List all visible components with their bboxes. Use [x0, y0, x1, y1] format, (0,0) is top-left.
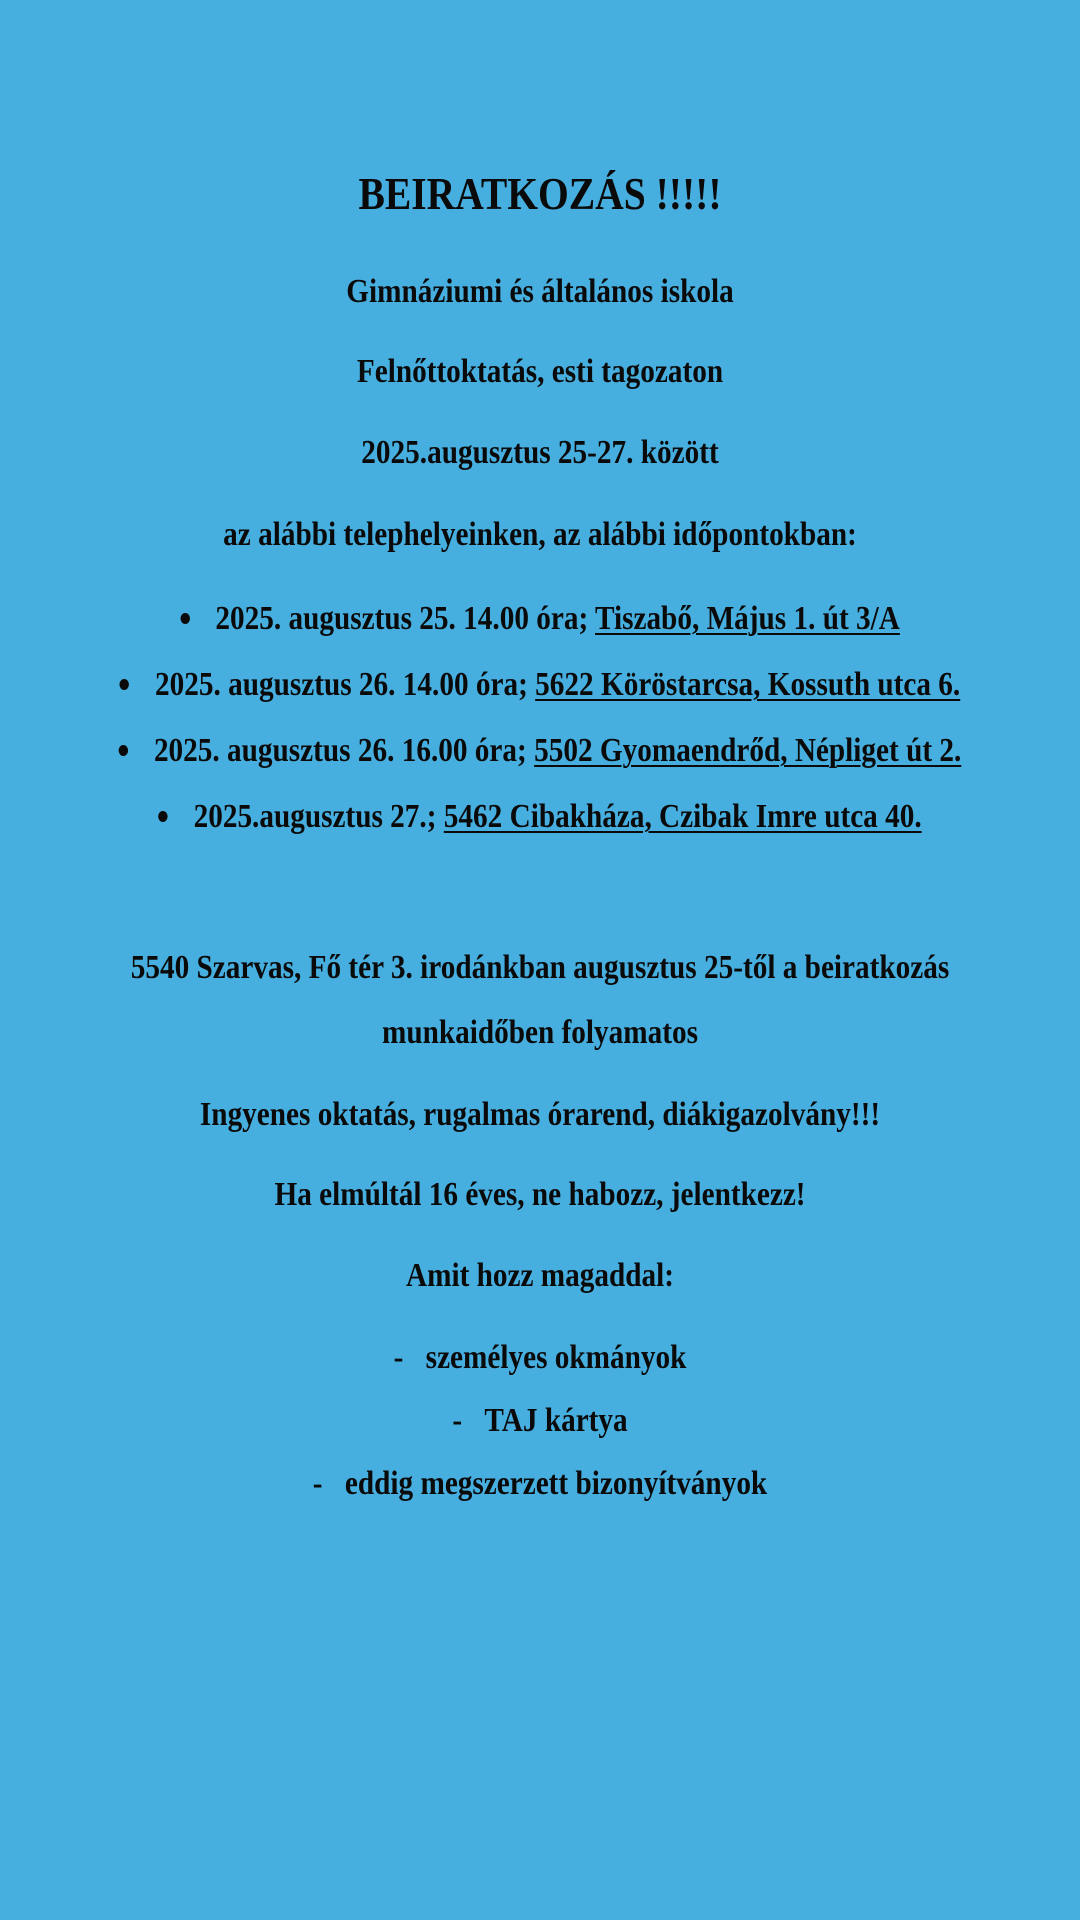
page-title: BEIRATKOZÁS !!!!! [358, 168, 722, 219]
bring-item [76, 1399, 1005, 1443]
schedule-item [76, 729, 1005, 773]
schedule-item [76, 663, 1005, 707]
bring-item-label: személyes okmányok [425, 1339, 687, 1376]
office-info: 5540 Szarvas, Fő tér 3. irodánkban augusztus 25-től a beiratkozás [130, 949, 950, 986]
bring-item-label: eddig megszerzett bizonyítványok [344, 1465, 768, 1502]
call-to-action: Ha elmúltál 16 éves, ne habozz, jelentkezz! [274, 1176, 806, 1213]
schedule-datetime: 2025.augusztus 27.; [193, 798, 444, 835]
office-hours: munkaidőben folyamatos [381, 1014, 699, 1051]
schedule-datetime: 2025. augusztus 26. 14.00 óra; [155, 666, 536, 703]
bullet-icon [158, 811, 167, 822]
schedule-item [76, 597, 1005, 641]
benefits: Ingyenes oktatás, rugalmas órarend, diákigazolvány!!! [199, 1096, 881, 1133]
dash-icon: - [452, 1402, 463, 1439]
schedule-address: Tiszabő, Május 1. út 3/A [594, 600, 900, 637]
locations-intro: az alábbi telephelyeinken, az alábbi időpontokban: [223, 516, 857, 553]
bullet-icon [120, 679, 129, 690]
bring-heading: Amit hozz magaddal: [405, 1257, 675, 1294]
schedule-item [76, 795, 1005, 839]
bring-item [76, 1336, 1005, 1380]
schedule-address: 5622 Köröstarcsa, Kossuth utca 6. [535, 666, 961, 703]
bring-item-label: TAJ kártya [484, 1402, 628, 1439]
schedule-datetime: 2025. augusztus 26. 16.00 óra; [153, 732, 535, 769]
schedule-address: 5462 Cibakháza, Czibak Imre utca 40. [443, 798, 922, 835]
date-range: 2025.augusztus 25-27. között [361, 434, 719, 471]
bring-item [76, 1462, 1005, 1506]
dash-icon: - [312, 1465, 323, 1502]
dash-icon: - [393, 1339, 404, 1376]
schedule-datetime: 2025. augusztus 25. 14.00 óra; [215, 600, 595, 637]
program-type: Felnőttoktatás, esti tagozaton [356, 353, 724, 390]
schedule-address: 5502 Gyomaendrőd, Népliget út 2. [534, 732, 962, 769]
school-type: Gimnáziumi és általános iskola [346, 273, 734, 310]
bullet-icon [180, 613, 189, 624]
bullet-icon [119, 745, 128, 756]
